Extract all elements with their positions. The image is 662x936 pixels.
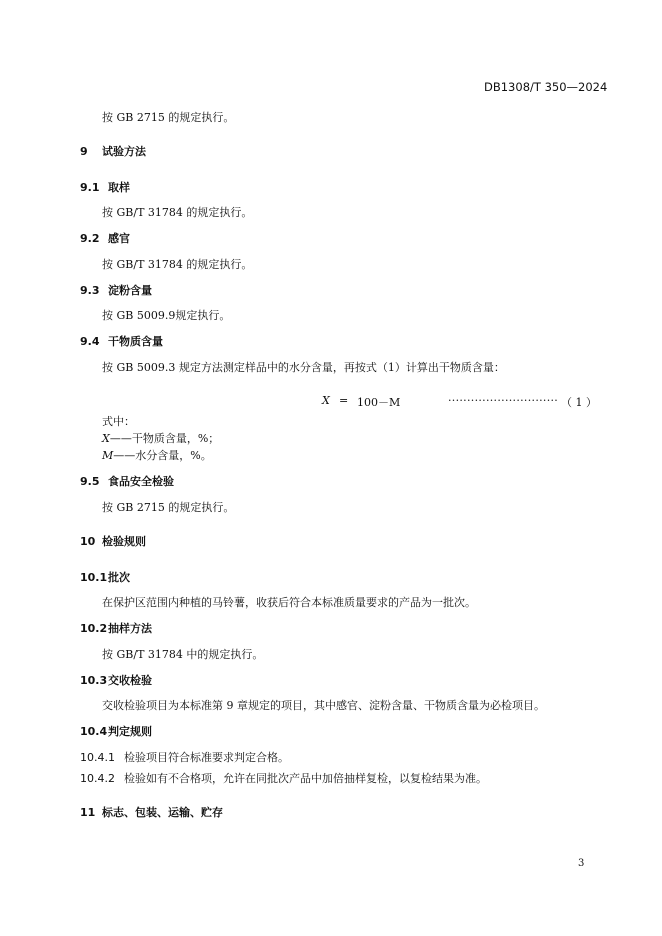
section-title: 食品安全检验 (108, 475, 174, 488)
section-title: 试验方法 (102, 145, 146, 158)
subsection-heading-9-1 (80, 179, 130, 195)
section-title: 批次 (108, 571, 130, 584)
section-heading-10 (80, 533, 146, 549)
formula-equals: = (339, 394, 349, 407)
section-number: 9 (80, 145, 88, 158)
formula-leader-dots: ····························· (448, 394, 559, 407)
page-number: 3 (578, 858, 585, 869)
paragraph: 在保护区范围内种植的马铃薯，收获后符合本标准质量要求的产品为一批次。 (102, 596, 476, 609)
section-number: 9.1 (80, 181, 100, 194)
section-title: 抽样方法 (108, 622, 152, 635)
section-title: 干物质含量 (108, 335, 163, 348)
paragraph: 按 GB/T 31784 的规定执行。 (102, 258, 253, 271)
subsection-heading-9-4 (80, 333, 163, 349)
definition-text: ——干物质含量，%； (109, 432, 220, 445)
paragraph: 按 GB 2715 的规定执行。 (102, 111, 235, 124)
section-title: 标志、包装、运输、贮存 (102, 806, 223, 819)
subsection-heading-10-1 (80, 569, 130, 585)
section-number: 10.2 (80, 622, 108, 635)
paragraph: 交收检验项目为本标准第 9 章规定的项目，其中感官、淀粉含量、干物质含量为必检项目。 (102, 699, 545, 712)
subsection-heading-10-4 (80, 723, 152, 739)
section-heading-9 (80, 143, 146, 159)
document-id: DB1308/T 350—2024 (484, 80, 608, 94)
section-title: 淀粉含量 (108, 284, 152, 297)
section-number: 9.5 (80, 475, 100, 488)
section-number: 10.3 (80, 674, 108, 687)
subsection-heading-10-3 (80, 672, 152, 688)
section-number: 10.1 (80, 571, 108, 584)
subsection-heading-9-2 (80, 230, 130, 246)
symbol: X (102, 432, 110, 445)
formula-number: （ 1 ） (561, 396, 597, 409)
paragraph: 按 GB/T 31784 的规定执行。 (102, 206, 253, 219)
where-label: 式中： (102, 415, 135, 428)
section-title: 取样 (108, 181, 130, 194)
clause-number: 10.4.1 (80, 751, 115, 764)
section-number: 9.4 (80, 335, 100, 348)
section-number: 9.3 (80, 284, 100, 297)
section-number: 9.2 (80, 232, 100, 245)
section-title: 交收检验 (108, 674, 152, 687)
symbol: M (102, 449, 114, 462)
paragraph: 按 GB 5009.9规定执行。 (102, 309, 231, 322)
clause-10-4-1 (80, 749, 289, 765)
clause-10-4-2 (80, 770, 487, 786)
section-title: 检验规则 (102, 535, 146, 548)
definition-text: ——水分含量，%。 (113, 449, 212, 462)
subsection-heading-10-2 (80, 620, 152, 636)
clause-text: 检验如有不合格项，允许在同批次产品中加倍抽样复检，以复检结果为准。 (124, 772, 487, 785)
section-number: 10 (80, 535, 96, 548)
paragraph: 按 GB/T 31784 中的规定执行。 (102, 648, 264, 661)
paragraph: 按 GB 5009.3 规定方法测定样品中的水分含量，再按式（1）计算出干物质含量： (102, 361, 505, 374)
subsection-heading-9-3 (80, 282, 152, 298)
section-number: 10.4 (80, 725, 108, 738)
subsection-heading-9-5 (80, 473, 174, 489)
section-heading-11 (80, 804, 223, 820)
clause-number: 10.4.2 (80, 772, 115, 785)
paragraph: 按 GB 2715 的规定执行。 (102, 501, 235, 514)
formula-rhs: 100－M (357, 396, 401, 409)
clause-text: 检验项目符合标准要求判定合格。 (124, 751, 289, 764)
definition-m (102, 447, 212, 463)
section-number: 11 (80, 806, 96, 819)
definition-x (102, 430, 219, 446)
formula-lhs: X (322, 394, 330, 407)
section-title: 感官 (108, 232, 130, 245)
section-title: 判定规则 (108, 725, 152, 738)
